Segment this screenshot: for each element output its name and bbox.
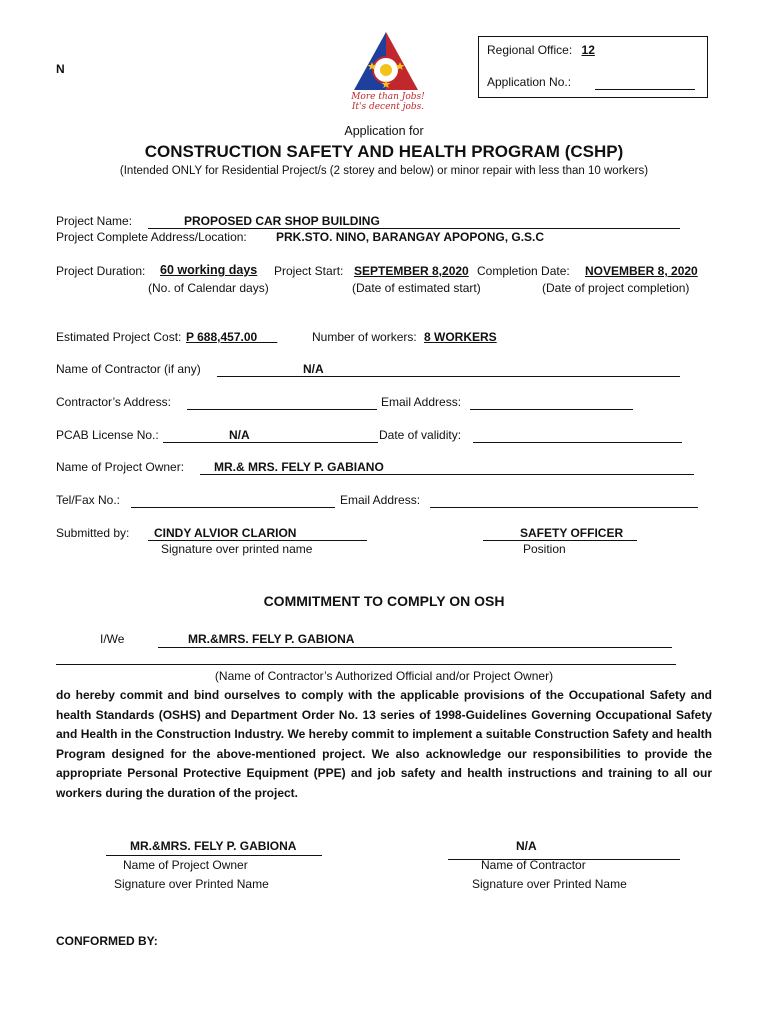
duration-label: Project Duration:	[56, 264, 146, 278]
conformed-by: CONFORMED BY:	[56, 934, 158, 948]
logo-motto-line2: It's decent jobs.	[351, 102, 425, 112]
position-underline	[483, 540, 637, 541]
contractor-sign-note: Signature over Printed Name	[472, 877, 627, 891]
cost-field[interactable]: P 688,457.00___	[186, 330, 278, 344]
owner-label: Name of Project Owner:	[56, 460, 185, 474]
cost-label: Estimated Project Cost:	[56, 330, 182, 344]
application-no-field[interactable]	[595, 89, 695, 90]
commitment-heading: COMMITMENT TO COMPLY ON OSH	[263, 593, 505, 609]
address-label: Project Complete Address/Location:	[56, 230, 247, 244]
iwe-second-line[interactable]	[56, 664, 676, 665]
email2-label: Email Address:	[340, 493, 421, 507]
submitted-field[interactable]: CINDY ALVIOR CLARION	[154, 526, 297, 540]
regional-office-value[interactable]: 12	[581, 43, 595, 57]
position-field[interactable]: SAFETY OFFICER	[520, 526, 624, 540]
email-label: Email Address:	[381, 395, 462, 409]
iwe-underline	[158, 647, 672, 648]
start-label: Project Start:	[274, 264, 344, 278]
owner-sign-note: Signature over Printed Name	[114, 877, 269, 891]
page-subtitle: (Intended ONLY for Residential Project/s (2 storey and below) or minor repair with less than 10 workers)	[119, 165, 649, 177]
iwe-label: I/We	[100, 632, 125, 646]
workers-field[interactable]: 8 WORKERS	[424, 330, 497, 344]
office-box	[478, 36, 708, 98]
page-title: CONSTRUCTION SAFETY AND HEALTH PROGRAM (CSHP)	[144, 142, 624, 161]
owner-underline	[200, 474, 694, 475]
regional-office-row	[487, 43, 595, 57]
contractor-label: Name of Contractor (if any)	[56, 362, 201, 376]
pcab-underline	[163, 442, 378, 443]
duration-note: (No. of Calendar days)	[148, 281, 269, 295]
tel-label: Tel/Fax No.:	[56, 493, 121, 507]
project-name-label: Project Name:	[56, 214, 133, 228]
iwe-field[interactable]: MR.&MRS. FELY P. GABIONA	[188, 632, 355, 646]
owner-sign-line	[106, 855, 322, 856]
owner-sign-label: Name of Project Owner	[123, 858, 248, 872]
regional-office-label: Regional Office:	[487, 43, 573, 57]
tel-field[interactable]	[131, 507, 335, 508]
owner-sign-value[interactable]: MR.&MRS. FELY P. GABIONA	[130, 839, 297, 853]
duration-field[interactable]: 60 working days	[160, 263, 258, 277]
start-field[interactable]: SEPTEMBER 8,2020	[354, 264, 469, 278]
completion-note: (Date of project completion)	[542, 281, 690, 295]
contractor-sign-label: Name of Contractor	[481, 858, 586, 872]
position-note: Position	[523, 542, 566, 556]
signature-note: Signature over printed name	[161, 542, 313, 556]
owner-field[interactable]: MR.& MRS. FELY P. GABIANO	[214, 460, 384, 474]
email-field[interactable]	[470, 409, 633, 410]
pcab-label: PCAB License No.:	[56, 428, 159, 442]
submitted-label: Submitted by:	[56, 526, 130, 540]
project-name-field[interactable]: PROPOSED CAR SHOP BUILDING	[184, 214, 380, 228]
pcab-field[interactable]: N/A	[229, 428, 250, 442]
contractor-underline	[217, 376, 680, 377]
contractor-sign-value[interactable]: N/A	[516, 839, 537, 853]
commitment-body: do hereby commit and bind ourselves to comply with the applicable provisions of the Occupational Safety and health Standards (OSHS) and Department Order No. 13 series of 1998-Guidelines Governing Occupational Safety and Health in the Construction Industry. We hereby commit to implement a suitable Construction Safety and health Program designed for the above-mentioned project. We also acknowledge our responsibilities to provide the appropriate Personal Protective Equipment (PPE) and job safety and health instructions and training to all our workers during the duration of the project.	[56, 688, 712, 800]
validity-field[interactable]	[473, 442, 682, 443]
application-for: Application for	[344, 124, 424, 138]
completion-label: Completion Date:	[477, 264, 570, 278]
name-note: (Name of Contractor’s Authorized Official and/or Project Owner)	[214, 669, 554, 683]
logo-motto-line1: More than Jobs!	[351, 92, 425, 102]
corner-mark: N	[56, 62, 65, 76]
email2-field[interactable]	[430, 507, 698, 508]
workers-label: Number of workers:	[312, 330, 417, 344]
contractor-field[interactable]: N/A	[303, 362, 324, 376]
contractor-address-label: Contractor’s Address:	[56, 395, 171, 409]
address-field[interactable]: PRK.STO. NINO, BARANGAY APOPONG, G.S.C	[276, 230, 545, 244]
logo-motto	[340, 92, 436, 112]
start-note: (Date of estimated start)	[352, 281, 481, 295]
contractor-address-field[interactable]	[187, 409, 377, 410]
application-no-label: Application No.:	[487, 75, 572, 89]
completion-field[interactable]: NOVEMBER 8, 2020	[585, 264, 698, 278]
validity-label: Date of validity:	[379, 428, 462, 442]
project-name-underline	[148, 228, 680, 229]
application-no-row	[487, 75, 571, 89]
submitted-underline	[148, 540, 367, 541]
